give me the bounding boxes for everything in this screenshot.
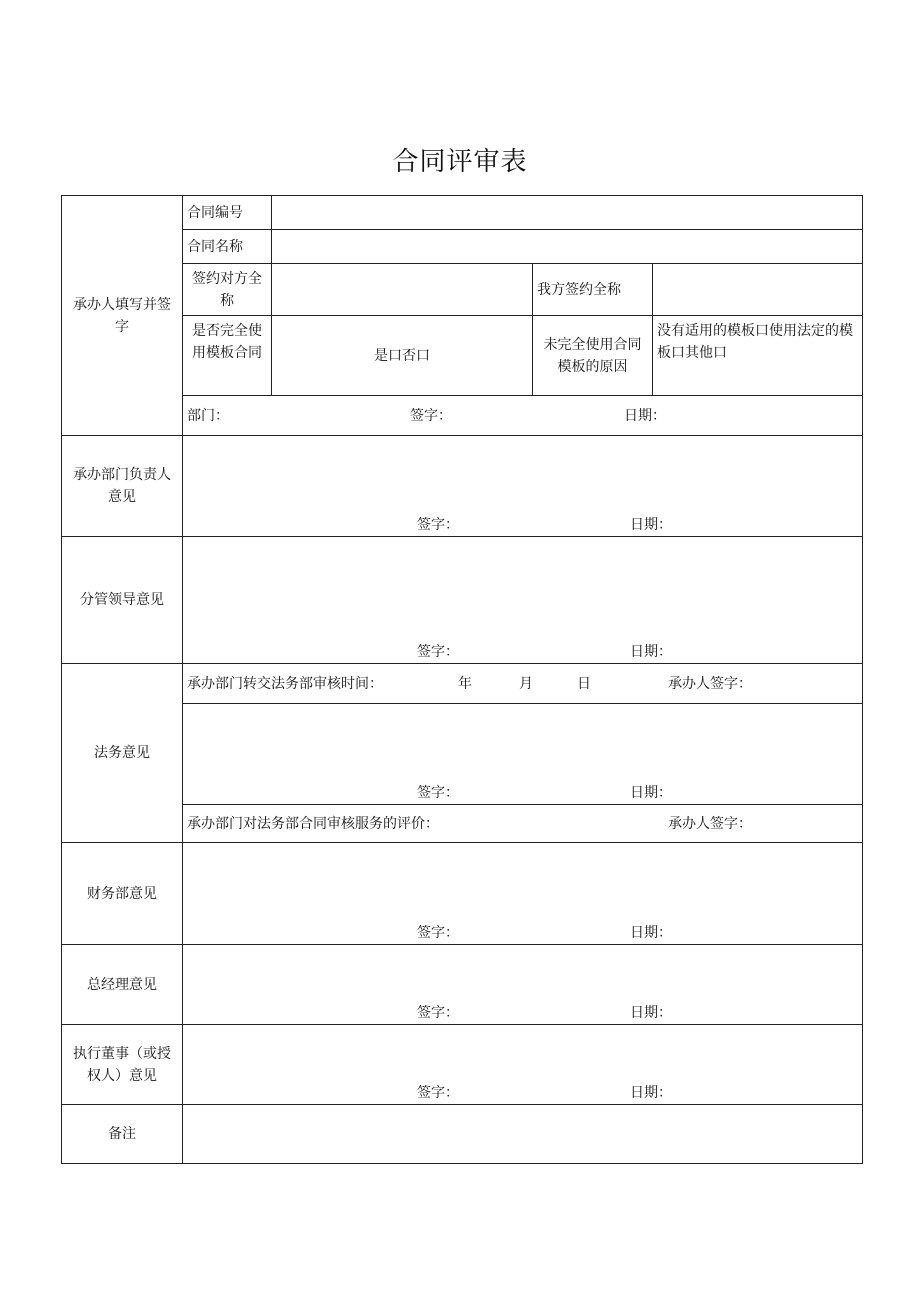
dept-head-label: 承办部门负责人意见	[62, 436, 183, 537]
remarks-label: 备注	[62, 1105, 183, 1164]
finance-opinion-field[interactable]	[183, 843, 863, 945]
remarks-field[interactable]	[183, 1105, 863, 1164]
director-date-label: 日期：	[630, 1085, 672, 1101]
dept-head-date-label: 日期：	[630, 517, 672, 533]
legal-sign-label: 签字：	[417, 785, 459, 801]
legal-opinion-field[interactable]	[183, 704, 863, 805]
counterparty-field[interactable]	[272, 264, 533, 316]
legal-transfer-row[interactable]	[183, 664, 863, 704]
legal-evaluation-row[interactable]	[183, 805, 863, 843]
dept-head-opinion-field[interactable]	[183, 436, 863, 537]
contract-name-label: 合同名称	[183, 230, 272, 264]
leader-sign-label: 签字：	[417, 644, 459, 660]
legal-year: 年	[458, 675, 472, 692]
our-party-field[interactable]	[653, 264, 863, 316]
template-answer-checkbox[interactable]: 是口否口	[272, 316, 533, 396]
applicant-section-label: 承办人填写并签字	[62, 196, 183, 436]
gm-opinion-field[interactable]	[183, 945, 863, 1025]
legal-date-label: 日期：	[630, 785, 672, 801]
applicant-sign-row[interactable]	[183, 396, 863, 436]
contract-name-field[interactable]	[272, 230, 863, 264]
legal-day: 日	[577, 675, 591, 692]
dept-head-sign-label: 签字：	[417, 517, 459, 533]
director-sign-label: 签字：	[417, 1085, 459, 1101]
legal-evaluation-label: 承办部门对法务部合同审核服务的评价：	[187, 815, 439, 832]
legal-month: 月	[519, 675, 533, 692]
gm-sign-label: 签字：	[417, 1005, 459, 1021]
contract-review-form	[61, 195, 863, 1164]
applicant-sign-label: 签字：	[410, 407, 452, 424]
template-question-label: 是否完全使用模板合同	[183, 316, 272, 396]
legal-handler-sign: 承办人签字：	[668, 675, 752, 692]
legal-label: 法务意见	[62, 664, 183, 843]
finance-label: 财务部意见	[62, 843, 183, 945]
our-party-label: 我方签约全称	[533, 264, 653, 316]
page-title: 合同评审表	[392, 147, 528, 177]
leader-label: 分管领导意见	[62, 537, 183, 664]
contract-no-field[interactable]	[272, 196, 863, 230]
reason-label: 未完全使用合同模板的原因	[533, 316, 653, 396]
applicant-date-label: 日期：	[624, 407, 666, 424]
gm-date-label: 日期：	[630, 1005, 672, 1021]
dept-label: 部门：	[187, 407, 229, 424]
legal-transfer-label: 承办部门转交法务部审核时间：	[187, 675, 383, 692]
gm-label: 总经理意见	[62, 945, 183, 1025]
leader-date-label: 日期：	[630, 644, 672, 660]
leader-opinion-field[interactable]	[183, 537, 863, 664]
director-opinion-field[interactable]	[183, 1025, 863, 1105]
counterparty-label: 签约对方全称	[183, 264, 272, 316]
reason-options[interactable]: 没有适用的模板口使用法定的模板口其他口	[653, 316, 863, 396]
director-label: 执行董事（或授权人）意见	[62, 1025, 183, 1105]
legal-handler-sign2: 承办人签字：	[668, 815, 752, 832]
finance-sign-label: 签字：	[417, 925, 459, 941]
contract-no-label: 合同编号	[183, 196, 272, 230]
finance-date-label: 日期：	[630, 925, 672, 941]
